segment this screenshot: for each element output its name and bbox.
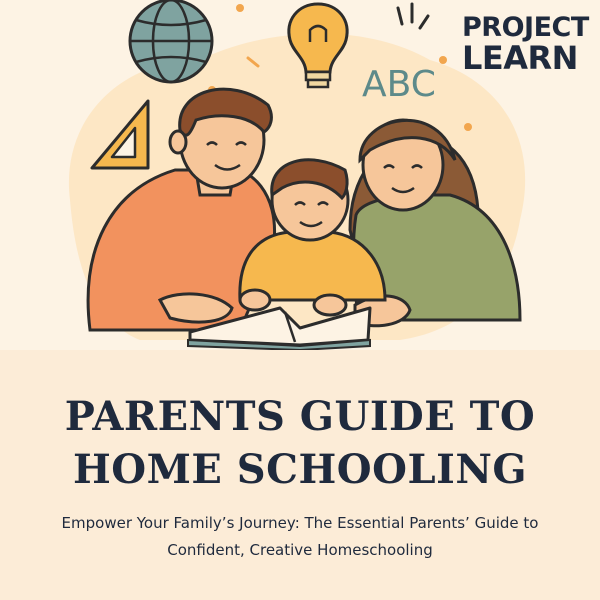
page-subtitle-line1: Empower Your Family’s Journey: The Essential Parents’ Guide to bbox=[61, 514, 539, 532]
globe-icon bbox=[130, 0, 212, 82]
brand-logo bbox=[462, 12, 592, 77]
page-title-line1: PARENTS GUIDE TO bbox=[64, 393, 536, 440]
abc-letters: ABC bbox=[362, 64, 436, 105]
brand-logo-line2: LEARN bbox=[462, 39, 578, 77]
page-title-line2: HOME SCHOOLING bbox=[72, 446, 528, 493]
page-title bbox=[0, 390, 600, 496]
page-subtitle bbox=[30, 510, 570, 564]
brand-logo-line1: PROJECT bbox=[462, 12, 589, 43]
page-subtitle-line2: Confident, Creative Homeschooling bbox=[167, 541, 433, 559]
